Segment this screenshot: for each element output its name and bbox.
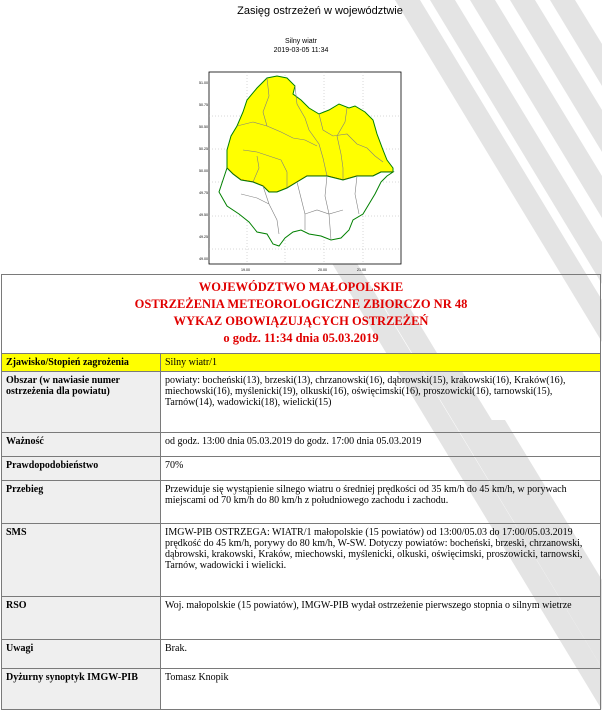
- x-tick: 21.00: [357, 268, 366, 272]
- x-tick: 20.00: [318, 268, 327, 272]
- warning-report-table: [1, 274, 601, 710]
- warnings-list-title: WYKAZ OBOWIĄZUJĄCYCH OSTRZEŻEŃ: [173, 314, 429, 328]
- table-row: [2, 481, 601, 524]
- y-tick: 49.75: [199, 191, 208, 195]
- row-label-course: Przebieg: [2, 481, 161, 524]
- row-label-probability: Prawdopodobieństwo: [2, 457, 161, 481]
- report-time: o godz. 11:34 dnia 05.03.2019: [223, 331, 379, 345]
- row-value-area: powiaty: bocheński(13), brzeski(13), chrzanowski(16), dąbrowski(15), krakowski(16), Kraków(16), miechowski(16), myślenicki(19), olkuski(16), oświęcimski(16), proszowicki(16), tarnowski(15), Tarnów(14), wadowicki(18), wielicki(15): [161, 372, 601, 433]
- row-value-notes: Brak.: [161, 640, 601, 669]
- row-value-course: Przewiduje się wystąpienie silnego wiatru o średniej prędkości od 35 km/h do 45 km/h, w porywach miejscami od 70 km/h do 80 km/h z południowego zachodu i zachodu.: [161, 481, 601, 524]
- table-row: [2, 640, 601, 669]
- table-row: [2, 354, 601, 372]
- warnings-number: OSTRZEŻENIA METEOROLOGICZNE ZBIORCZO NR 48: [134, 297, 468, 311]
- voivodeship-name: WOJEWÓDZTWO MAŁOPOLSKIE: [198, 280, 404, 294]
- warning-map: [197, 64, 405, 274]
- row-label-sms: SMS: [2, 524, 161, 597]
- x-tick: 19.00: [241, 268, 250, 272]
- y-tick: 50.00: [199, 169, 208, 173]
- table-row: [2, 433, 601, 457]
- table-row: [2, 669, 601, 710]
- row-label-notes: Uwagi: [2, 640, 161, 669]
- map-datetime: 2019-03-05 11:34: [273, 47, 329, 54]
- table-row: [2, 372, 601, 433]
- y-tick: 50.75: [199, 103, 208, 107]
- report-header-row: [2, 275, 601, 354]
- row-label-rso: RSO: [2, 597, 161, 640]
- row-label-validity: Ważność: [2, 433, 161, 457]
- table-row: [2, 597, 601, 640]
- row-value-forecaster: Tomasz Knopik: [161, 669, 601, 710]
- y-tick: 50.25: [199, 147, 208, 151]
- map-caption: [0, 37, 602, 55]
- y-tick: 49.00: [199, 257, 208, 261]
- x-axis-labels: [241, 268, 366, 272]
- row-value-rso: Woj. małopolskie (15 powiatów), IMGW-PIB wydał ostrzeżenie pierwszego stopnia o silnym wietrze: [161, 597, 601, 640]
- report-header: [2, 275, 601, 354]
- row-value-phenomenon: Silny wiatr/1: [161, 354, 601, 372]
- y-axis-labels: [199, 81, 208, 261]
- y-tick: 51.00: [199, 81, 208, 85]
- warning-map-svg: [197, 64, 405, 274]
- table-row: [2, 457, 601, 481]
- row-value-probability: 70%: [161, 457, 601, 481]
- row-label-phenomenon: Zjawisko/Stopień zagrożenia: [2, 354, 161, 372]
- row-value-validity: od godz. 13:00 dnia 05.03.2019 do godz. 17:00 dnia 05.03.2019: [161, 433, 601, 457]
- y-tick: 49.50: [199, 213, 208, 217]
- table-row: [2, 524, 601, 597]
- page-title: Zasięg ostrzeżeń w województwie: [237, 5, 403, 17]
- row-label-forecaster: Dyżurny synoptyk IMGW-PIB: [2, 669, 161, 710]
- y-tick: 49.25: [199, 235, 208, 239]
- map-phenomenon: Silny wiatr: [285, 38, 317, 45]
- row-value-sms: IMGW-PIB OSTRZEGA: WIATR/1 małopolskie (15 powiatów) od 13:00/05.03 do 17:00/05.03.2019 prędkość do 45 km/h, porywy do 80 km/h, W-SW. Dotyczy powiatów: bocheński, brzeski, chrzanowski, dąbrowski, krakowski, Kraków, miechowski, myślenicki, olkuski, oświęcimski, proszowicki, tarnowski, Tarnów, wadowicki i wielicki.: [161, 524, 601, 597]
- y-tick: 50.50: [199, 125, 208, 129]
- row-label-area: Obszar (w nawiasie numer ostrzeżenia dla powiatu): [2, 372, 161, 433]
